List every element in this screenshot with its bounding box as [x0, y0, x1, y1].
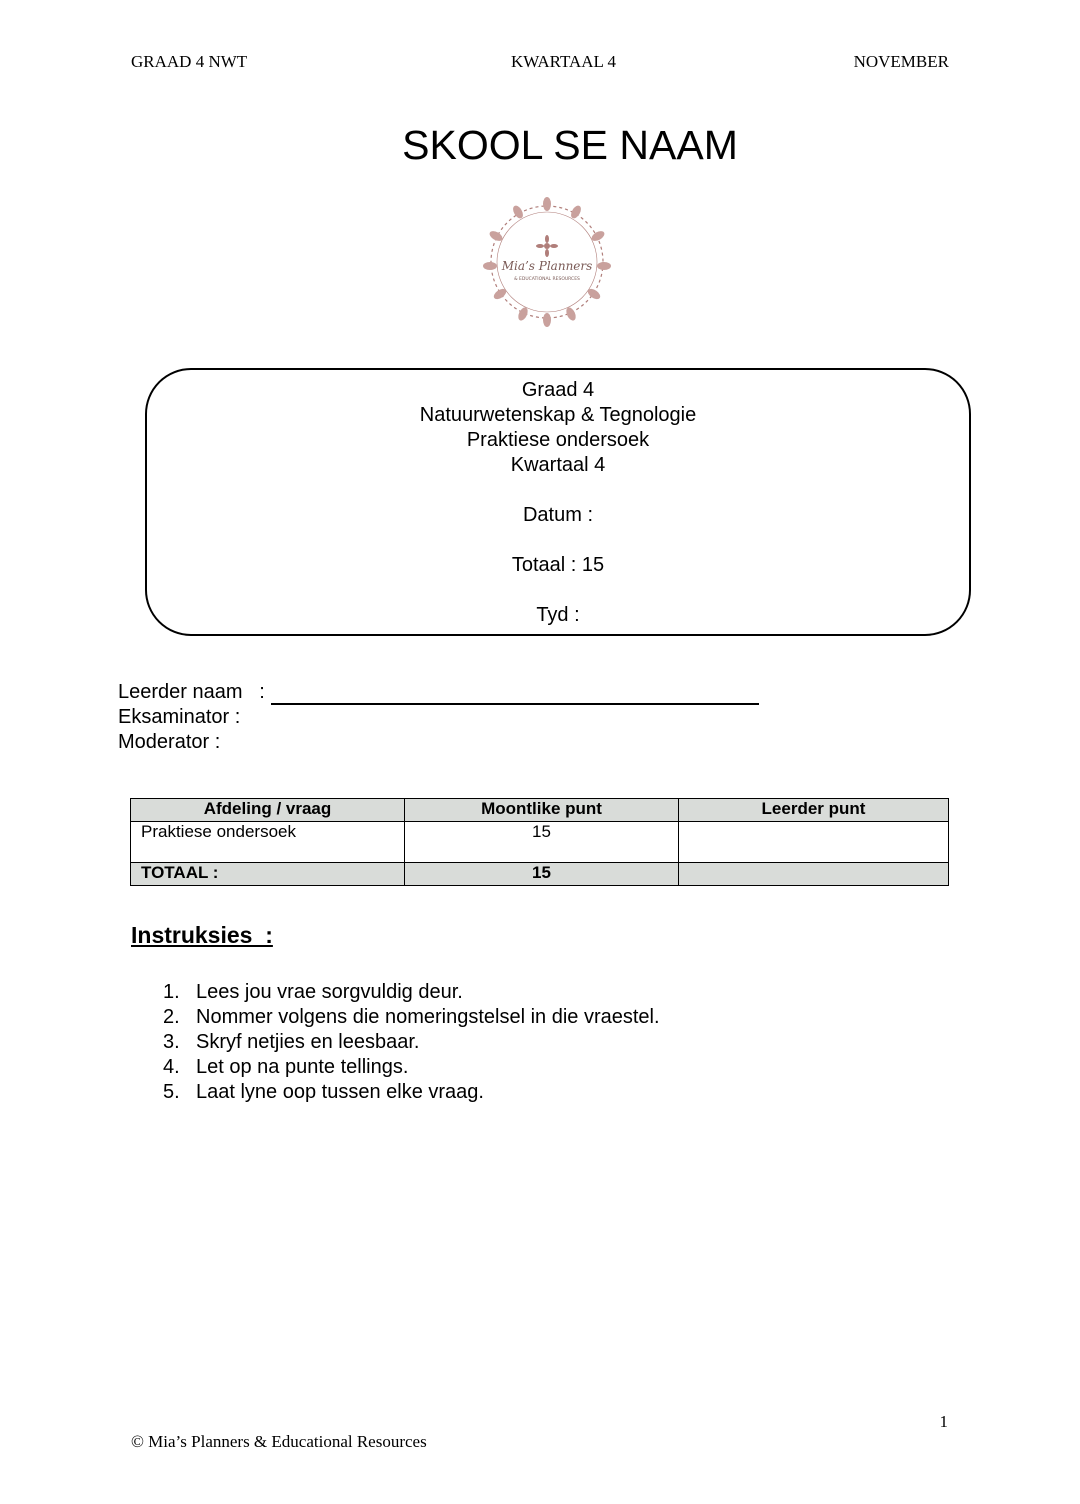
header-month: NOVEMBER [853, 52, 949, 71]
table-total-row [131, 863, 949, 886]
header-possible: Moontlike punt [405, 799, 679, 822]
learner-name-label: Leerder naam : [118, 681, 265, 703]
list-item: 3. Skryf netjies en leesbaar. [163, 1031, 420, 1053]
header-term: KWARTAAL 4 [510, 52, 617, 71]
info-grade: Graad 4 [521, 379, 595, 401]
total-possible: 15 [405, 863, 679, 886]
row-section: Praktiese ondersoek [131, 822, 405, 863]
list-item: 5. Laat lyne oop tussen elke vraag. [163, 1081, 484, 1103]
page-title: SKOOL SE NAAM [402, 122, 738, 168]
header-section: Afdeling / vraag [131, 799, 405, 822]
table-header-row [131, 799, 949, 822]
instructions-heading: Instruksies : [131, 922, 273, 948]
list-item: 2. Nommer volgens die nomeringstelsel in die vraestel. [163, 1006, 660, 1028]
info-term: Kwartaal 4 [510, 454, 606, 476]
moderator-label: Moderator : [118, 731, 221, 753]
page-number: 1 [939, 1412, 948, 1431]
wreath-logo [478, 196, 616, 328]
instructions-list [163, 980, 660, 1105]
list-item: 1. Lees jou vrae sorgvuldig deur. [163, 981, 463, 1003]
info-total: Totaal : 15 [511, 554, 605, 576]
header-learner: Leerder punt [679, 799, 949, 822]
learner-details [118, 680, 759, 755]
copyright-footer: © Mia’s Planners & Educational Resources [131, 1432, 427, 1451]
table-row [131, 822, 949, 863]
total-learner-score[interactable] [679, 863, 949, 886]
score-table [130, 798, 949, 886]
learner-name-field[interactable] [271, 683, 759, 705]
info-subject: Natuurwetenskap & Tegnologie [419, 404, 697, 426]
logo-text-sub: & EDUCATIONAL RESOURCES [514, 277, 580, 282]
logo-text-main: Mia’s Planners [501, 259, 593, 273]
list-item: 4. Let op na punte tellings. [163, 1056, 409, 1078]
info-date: Datum : [522, 504, 594, 526]
row-possible: 15 [405, 822, 679, 863]
header-grade: GRAAD 4 NWT [131, 52, 248, 71]
examiner-label: Eksaminator : [118, 706, 241, 728]
info-box [145, 368, 971, 636]
total-label: TOTAAL : [131, 863, 405, 886]
info-time: Tyd : [536, 604, 580, 626]
info-task: Praktiese ondersoek [466, 429, 650, 451]
row-learner-score[interactable] [679, 822, 949, 863]
